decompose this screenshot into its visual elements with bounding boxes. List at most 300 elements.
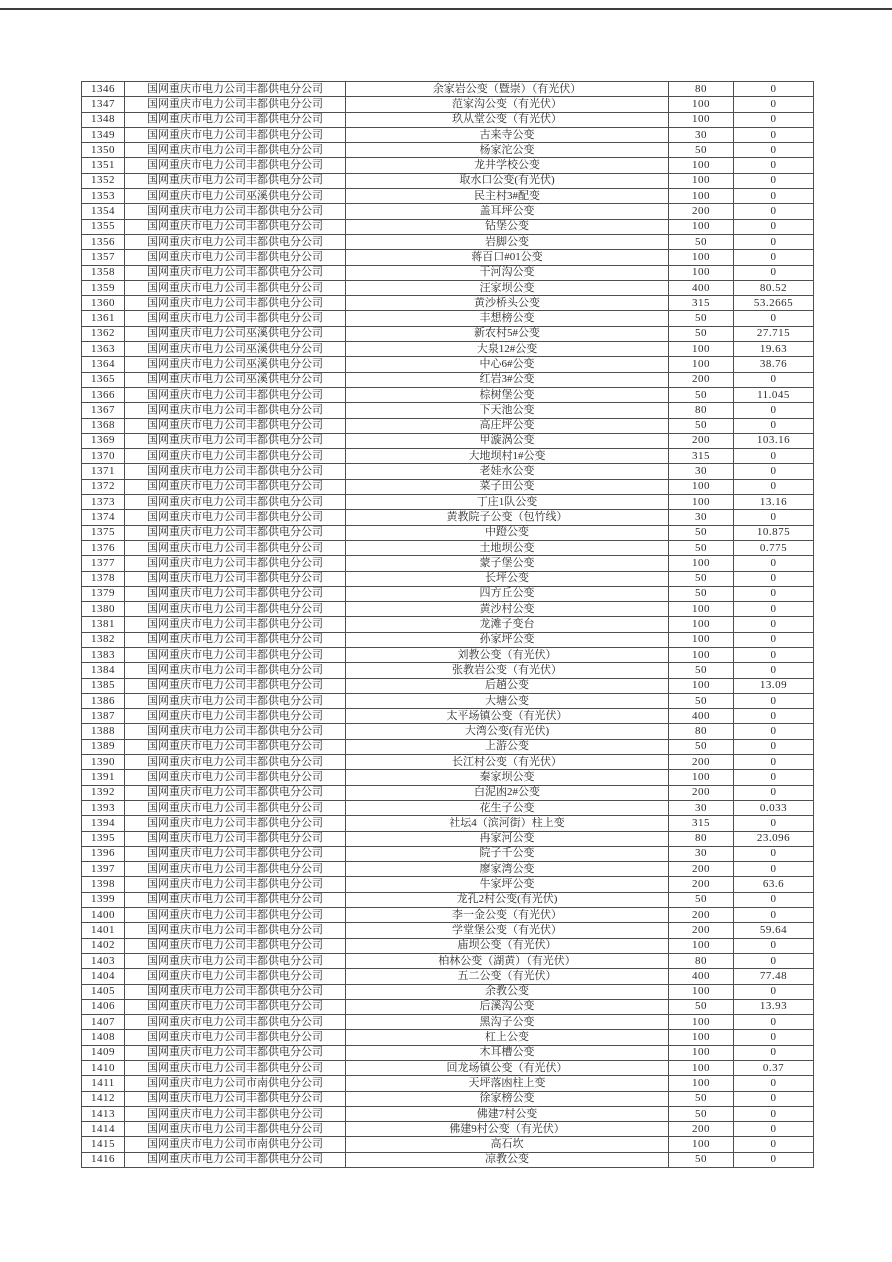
company-cell: 国网重庆市电力公司巫溪供电分公司 — [125, 342, 346, 357]
station-name-cell: 岩脚公变 — [346, 234, 669, 249]
capacity-cell: 100 — [669, 479, 734, 494]
table-row — [82, 755, 814, 770]
station-name-cell: 古来寺公变 — [346, 127, 669, 142]
table-row — [82, 1015, 814, 1030]
capacity-cell: 100 — [669, 265, 734, 280]
table-row — [82, 739, 814, 754]
table-row — [82, 724, 814, 739]
table-row — [82, 127, 814, 142]
capacity-cell: 50 — [669, 234, 734, 249]
capacity-cell: 400 — [669, 280, 734, 295]
capacity-cell: 50 — [669, 326, 734, 341]
row-index-cell: 1393 — [82, 800, 125, 815]
station-name-cell: 院子千公变 — [346, 846, 669, 861]
station-name-cell: 玖从堂公变（有光伏） — [346, 112, 669, 127]
row-index-cell: 1387 — [82, 709, 125, 724]
station-name-cell: 天坪落凼柱上变 — [346, 1076, 669, 1091]
transformer-table — [81, 81, 814, 1168]
table-row — [82, 250, 814, 265]
value-cell: 0 — [734, 724, 814, 739]
station-name-cell: 黄沙村公变 — [346, 602, 669, 617]
capacity-cell: 50 — [669, 571, 734, 586]
row-index-cell: 1410 — [82, 1061, 125, 1076]
company-cell: 国网重庆市电力公司丰都供电分公司 — [125, 571, 346, 586]
station-name-cell: 中蹬公变 — [346, 525, 669, 540]
row-index-cell: 1395 — [82, 831, 125, 846]
table-row — [82, 433, 814, 448]
capacity-cell: 100 — [669, 617, 734, 632]
company-cell: 国网重庆市电力公司巫溪供电分公司 — [125, 357, 346, 372]
table-row — [82, 495, 814, 510]
company-cell: 国网重庆市电力公司丰都供电分公司 — [125, 892, 346, 907]
station-name-cell: 黄沙桥头公变 — [346, 296, 669, 311]
value-cell: 0 — [734, 403, 814, 418]
row-index-cell: 1355 — [82, 219, 125, 234]
value-cell: 0 — [734, 739, 814, 754]
row-index-cell: 1396 — [82, 846, 125, 861]
row-index-cell: 1348 — [82, 112, 125, 127]
page-top-rule — [0, 8, 892, 10]
row-index-cell: 1392 — [82, 785, 125, 800]
capacity-cell: 200 — [669, 862, 734, 877]
capacity-cell: 50 — [669, 663, 734, 678]
table-row — [82, 540, 814, 555]
table-row — [82, 647, 814, 662]
station-name-cell: 高庄坪公变 — [346, 418, 669, 433]
value-cell: 0 — [734, 1045, 814, 1060]
value-cell: 0.37 — [734, 1061, 814, 1076]
table-row — [82, 953, 814, 968]
table-row — [82, 342, 814, 357]
station-name-cell: 大地坝村1#公变 — [346, 449, 669, 464]
row-index-cell: 1389 — [82, 739, 125, 754]
table-row — [82, 234, 814, 249]
table-row — [82, 1076, 814, 1091]
value-cell: 0.033 — [734, 800, 814, 815]
station-name-cell: 木耳槽公变 — [346, 1045, 669, 1060]
value-cell: 0 — [734, 647, 814, 662]
capacity-cell: 80 — [669, 82, 734, 97]
value-cell: 0 — [734, 617, 814, 632]
table-row — [82, 938, 814, 953]
row-index-cell: 1407 — [82, 1015, 125, 1030]
value-cell: 0 — [734, 250, 814, 265]
station-name-cell: 徐家榜公变 — [346, 1091, 669, 1106]
value-cell: 0 — [734, 892, 814, 907]
row-index-cell: 1415 — [82, 1137, 125, 1152]
company-cell: 国网重庆市电力公司丰都供电分公司 — [125, 1061, 346, 1076]
station-name-cell: 丰想榜公变 — [346, 311, 669, 326]
station-name-cell: 后趟公变 — [346, 678, 669, 693]
capacity-cell: 100 — [669, 770, 734, 785]
row-index-cell: 1391 — [82, 770, 125, 785]
station-name-cell: 菜子田公变 — [346, 479, 669, 494]
row-index-cell: 1350 — [82, 143, 125, 158]
table-row — [82, 1152, 814, 1167]
capacity-cell: 200 — [669, 908, 734, 923]
row-index-cell: 1380 — [82, 602, 125, 617]
value-cell: 23.096 — [734, 831, 814, 846]
table-row — [82, 816, 814, 831]
capacity-cell: 315 — [669, 296, 734, 311]
capacity-cell: 100 — [669, 984, 734, 999]
value-cell: 0 — [734, 189, 814, 204]
value-cell: 0 — [734, 1030, 814, 1045]
company-cell: 国网重庆市电力公司丰都供电分公司 — [125, 999, 346, 1014]
table-row — [82, 846, 814, 861]
capacity-cell: 100 — [669, 602, 734, 617]
capacity-cell: 100 — [669, 1030, 734, 1045]
table-row — [82, 617, 814, 632]
station-name-cell: 张教岩公变（有光伏） — [346, 663, 669, 678]
station-name-cell: 杠上公变 — [346, 1030, 669, 1045]
capacity-cell: 50 — [669, 418, 734, 433]
station-name-cell: 刘教公变（有光伏） — [346, 647, 669, 662]
table-row — [82, 265, 814, 280]
company-cell: 国网重庆市电力公司丰都供电分公司 — [125, 280, 346, 295]
capacity-cell: 100 — [669, 1137, 734, 1152]
value-cell: 80.52 — [734, 280, 814, 295]
station-name-cell: 土地坝公变 — [346, 540, 669, 555]
capacity-cell: 100 — [669, 495, 734, 510]
value-cell: 0 — [734, 449, 814, 464]
table-row — [82, 280, 814, 295]
company-cell: 国网重庆市电力公司丰都供电分公司 — [125, 1091, 346, 1106]
capacity-cell: 200 — [669, 785, 734, 800]
table-row — [82, 969, 814, 984]
capacity-cell: 100 — [669, 1045, 734, 1060]
station-name-cell: 柏林公变（湖黄）（有光伏） — [346, 953, 669, 968]
station-name-cell: 盖耳坪公变 — [346, 204, 669, 219]
value-cell: 0 — [734, 311, 814, 326]
row-index-cell: 1383 — [82, 647, 125, 662]
station-name-cell: 白泥凼2#公变 — [346, 785, 669, 800]
table-row — [82, 693, 814, 708]
value-cell: 0 — [734, 82, 814, 97]
station-name-cell: 五二公变（有光伏） — [346, 969, 669, 984]
company-cell: 国网重庆市电力公司丰都供电分公司 — [125, 112, 346, 127]
table-row — [82, 586, 814, 601]
table-row — [82, 97, 814, 112]
station-name-cell: 蒙子堡公变 — [346, 556, 669, 571]
company-cell: 国网重庆市电力公司丰都供电分公司 — [125, 1045, 346, 1060]
company-cell: 国网重庆市电力公司巫溪供电分公司 — [125, 189, 346, 204]
station-name-cell: 上游公变 — [346, 739, 669, 754]
station-name-cell: 社坛4（滨河街）柱上变 — [346, 816, 669, 831]
capacity-cell: 200 — [669, 877, 734, 892]
station-name-cell: 四方丘公变 — [346, 586, 669, 601]
capacity-cell: 100 — [669, 678, 734, 693]
station-name-cell: 凉教公变 — [346, 1152, 669, 1167]
value-cell: 0 — [734, 1137, 814, 1152]
station-name-cell: 甲漩涡公变 — [346, 433, 669, 448]
table-row — [82, 831, 814, 846]
station-name-cell: 杨家沱公变 — [346, 143, 669, 158]
table-row — [82, 999, 814, 1014]
company-cell: 国网重庆市电力公司丰都供电分公司 — [125, 556, 346, 571]
row-index-cell: 1375 — [82, 525, 125, 540]
table-row — [82, 556, 814, 571]
value-cell: 0 — [734, 602, 814, 617]
row-index-cell: 1379 — [82, 586, 125, 601]
value-cell: 0 — [734, 908, 814, 923]
station-name-cell: 龙滩子变台 — [346, 617, 669, 632]
row-index-cell: 1370 — [82, 449, 125, 464]
table-row — [82, 908, 814, 923]
value-cell: 0 — [734, 173, 814, 188]
station-name-cell: 牛家坪公变 — [346, 877, 669, 892]
row-index-cell: 1356 — [82, 234, 125, 249]
value-cell: 103.16 — [734, 433, 814, 448]
table-row — [82, 204, 814, 219]
capacity-cell: 50 — [669, 1106, 734, 1121]
row-index-cell: 1390 — [82, 755, 125, 770]
value-cell: 0 — [734, 586, 814, 601]
row-index-cell: 1382 — [82, 632, 125, 647]
capacity-cell: 80 — [669, 831, 734, 846]
value-cell: 0 — [734, 1076, 814, 1091]
table-row — [82, 296, 814, 311]
capacity-cell: 50 — [669, 999, 734, 1014]
company-cell: 国网重庆市电力公司丰都供电分公司 — [125, 602, 346, 617]
row-index-cell: 1346 — [82, 82, 125, 97]
row-index-cell: 1406 — [82, 999, 125, 1014]
row-index-cell: 1351 — [82, 158, 125, 173]
table-row — [82, 1122, 814, 1137]
value-cell: 0 — [734, 862, 814, 877]
value-cell: 0 — [734, 372, 814, 387]
station-name-cell: 龙孔2村公变(有光伏) — [346, 892, 669, 907]
table-row — [82, 112, 814, 127]
value-cell: 0 — [734, 1152, 814, 1167]
capacity-cell: 50 — [669, 143, 734, 158]
row-index-cell: 1372 — [82, 479, 125, 494]
station-name-cell: 丁庄1队公变 — [346, 495, 669, 510]
company-cell: 国网重庆市电力公司丰都供电分公司 — [125, 938, 346, 953]
transformer-table-body — [82, 82, 814, 1168]
row-index-cell: 1413 — [82, 1106, 125, 1121]
capacity-cell: 100 — [669, 219, 734, 234]
capacity-cell: 100 — [669, 112, 734, 127]
row-index-cell: 1347 — [82, 97, 125, 112]
row-index-cell: 1402 — [82, 938, 125, 953]
company-cell: 国网重庆市电力公司丰都供电分公司 — [125, 158, 346, 173]
capacity-cell: 315 — [669, 449, 734, 464]
company-cell: 国网重庆市电力公司丰都供电分公司 — [125, 908, 346, 923]
table-row — [82, 571, 814, 586]
station-name-cell: 学堂堡公变（有光伏） — [346, 923, 669, 938]
value-cell: 0 — [734, 479, 814, 494]
row-index-cell: 1416 — [82, 1152, 125, 1167]
value-cell: 0 — [734, 693, 814, 708]
table-row — [82, 510, 814, 525]
row-index-cell: 1371 — [82, 464, 125, 479]
company-cell: 国网重庆市电力公司市南供电分公司 — [125, 1137, 346, 1152]
company-cell: 国网重庆市电力公司丰都供电分公司 — [125, 173, 346, 188]
company-cell: 国网重庆市电力公司丰都供电分公司 — [125, 540, 346, 555]
capacity-cell: 400 — [669, 709, 734, 724]
row-index-cell: 1414 — [82, 1122, 125, 1137]
value-cell: 0 — [734, 143, 814, 158]
station-name-cell: 佛建7村公变 — [346, 1106, 669, 1121]
row-index-cell: 1358 — [82, 265, 125, 280]
table-row — [82, 770, 814, 785]
value-cell: 10.875 — [734, 525, 814, 540]
station-name-cell: 钻堡公变 — [346, 219, 669, 234]
company-cell: 国网重庆市电力公司丰都供电分公司 — [125, 953, 346, 968]
station-name-cell: 大塘公变 — [346, 693, 669, 708]
company-cell: 国网重庆市电力公司丰都供电分公司 — [125, 1030, 346, 1045]
capacity-cell: 100 — [669, 173, 734, 188]
capacity-cell: 200 — [669, 923, 734, 938]
value-cell: 19.63 — [734, 342, 814, 357]
table-row — [82, 403, 814, 418]
capacity-cell: 50 — [669, 1152, 734, 1167]
station-name-cell: 余教公变 — [346, 984, 669, 999]
capacity-cell: 100 — [669, 189, 734, 204]
company-cell: 国网重庆市电力公司丰都供电分公司 — [125, 82, 346, 97]
station-name-cell: 庙坝公变（有光伏） — [346, 938, 669, 953]
row-index-cell: 1405 — [82, 984, 125, 999]
company-cell: 国网重庆市电力公司丰都供电分公司 — [125, 709, 346, 724]
capacity-cell: 30 — [669, 127, 734, 142]
row-index-cell: 1388 — [82, 724, 125, 739]
row-index-cell: 1384 — [82, 663, 125, 678]
value-cell: 0 — [734, 984, 814, 999]
row-index-cell: 1386 — [82, 693, 125, 708]
row-index-cell: 1364 — [82, 357, 125, 372]
capacity-cell: 100 — [669, 342, 734, 357]
company-cell: 国网重庆市电力公司丰都供电分公司 — [125, 785, 346, 800]
station-name-cell: 汪家坝公变 — [346, 280, 669, 295]
table-row — [82, 311, 814, 326]
value-cell: 0 — [734, 709, 814, 724]
table-row — [82, 464, 814, 479]
company-cell: 国网重庆市电力公司丰都供电分公司 — [125, 495, 346, 510]
company-cell: 国网重庆市电力公司丰都供电分公司 — [125, 693, 346, 708]
station-name-cell: 后溪沟公变 — [346, 999, 669, 1014]
station-name-cell: 老娃水公变 — [346, 464, 669, 479]
station-name-cell: 下天池公变 — [346, 403, 669, 418]
value-cell: 38.76 — [734, 357, 814, 372]
value-cell: 13.93 — [734, 999, 814, 1014]
capacity-cell: 100 — [669, 158, 734, 173]
company-cell: 国网重庆市电力公司丰都供电分公司 — [125, 831, 346, 846]
station-name-cell: 花生子公变 — [346, 800, 669, 815]
company-cell: 国网重庆市电力公司丰都供电分公司 — [125, 403, 346, 418]
company-cell: 国网重庆市电力公司丰都供电分公司 — [125, 724, 346, 739]
row-index-cell: 1409 — [82, 1045, 125, 1060]
capacity-cell: 200 — [669, 204, 734, 219]
station-name-cell: 黄教院子公变（包竹线） — [346, 510, 669, 525]
company-cell: 国网重庆市电力公司丰都供电分公司 — [125, 816, 346, 831]
table-row — [82, 357, 814, 372]
station-name-cell: 回龙场镇公变（有光伏） — [346, 1061, 669, 1076]
value-cell: 0.775 — [734, 540, 814, 555]
value-cell: 11.045 — [734, 387, 814, 402]
station-name-cell: 龙井学校公变 — [346, 158, 669, 173]
value-cell: 53.2665 — [734, 296, 814, 311]
value-cell: 0 — [734, 571, 814, 586]
value-cell: 0 — [734, 1106, 814, 1121]
row-index-cell: 1374 — [82, 510, 125, 525]
table-row — [82, 663, 814, 678]
company-cell: 国网重庆市电力公司丰都供电分公司 — [125, 800, 346, 815]
table-row — [82, 387, 814, 402]
station-name-cell: 孙家坪公变 — [346, 632, 669, 647]
company-cell: 国网重庆市电力公司丰都供电分公司 — [125, 862, 346, 877]
table-row — [82, 1030, 814, 1045]
row-index-cell: 1403 — [82, 953, 125, 968]
row-index-cell: 1367 — [82, 403, 125, 418]
company-cell: 国网重庆市电力公司丰都供电分公司 — [125, 632, 346, 647]
company-cell: 国网重庆市电力公司丰都供电分公司 — [125, 739, 346, 754]
value-cell: 0 — [734, 816, 814, 831]
company-cell: 国网重庆市电力公司丰都供电分公司 — [125, 647, 346, 662]
table-row — [82, 678, 814, 693]
table-row — [82, 1045, 814, 1060]
company-cell: 国网重庆市电力公司丰都供电分公司 — [125, 204, 346, 219]
table-row — [82, 984, 814, 999]
table-row — [82, 1061, 814, 1076]
company-cell: 国网重庆市电力公司丰都供电分公司 — [125, 1152, 346, 1167]
row-index-cell: 1363 — [82, 342, 125, 357]
table-row — [82, 923, 814, 938]
station-name-cell: 新农村5#公变 — [346, 326, 669, 341]
company-cell: 国网重庆市电力公司丰都供电分公司 — [125, 678, 346, 693]
capacity-cell: 80 — [669, 403, 734, 418]
company-cell: 国网重庆市电力公司丰都供电分公司 — [125, 923, 346, 938]
table-row — [82, 709, 814, 724]
row-index-cell: 1397 — [82, 862, 125, 877]
table-row — [82, 479, 814, 494]
station-name-cell: 范家沟公变（有光伏） — [346, 97, 669, 112]
row-index-cell: 1401 — [82, 923, 125, 938]
capacity-cell: 100 — [669, 647, 734, 662]
row-index-cell: 1411 — [82, 1076, 125, 1091]
row-index-cell: 1357 — [82, 250, 125, 265]
value-cell: 0 — [734, 219, 814, 234]
station-name-cell: 棕树堡公变 — [346, 387, 669, 402]
row-index-cell: 1366 — [82, 387, 125, 402]
value-cell: 0 — [734, 265, 814, 280]
capacity-cell: 100 — [669, 97, 734, 112]
row-index-cell: 1361 — [82, 311, 125, 326]
value-cell: 0 — [734, 846, 814, 861]
table-row — [82, 862, 814, 877]
row-index-cell: 1349 — [82, 127, 125, 142]
table-row — [82, 800, 814, 815]
capacity-cell: 50 — [669, 387, 734, 402]
company-cell: 国网重庆市电力公司丰都供电分公司 — [125, 97, 346, 112]
value-cell: 0 — [734, 204, 814, 219]
row-index-cell: 1377 — [82, 556, 125, 571]
capacity-cell: 315 — [669, 816, 734, 831]
capacity-cell: 50 — [669, 693, 734, 708]
station-name-cell: 黑沟子公变 — [346, 1015, 669, 1030]
station-name-cell: 长坪公变 — [346, 571, 669, 586]
capacity-cell: 50 — [669, 311, 734, 326]
row-index-cell: 1381 — [82, 617, 125, 632]
row-index-cell: 1354 — [82, 204, 125, 219]
value-cell: 0 — [734, 464, 814, 479]
table-row — [82, 143, 814, 158]
row-index-cell: 1408 — [82, 1030, 125, 1045]
company-cell: 国网重庆市电力公司丰都供电分公司 — [125, 143, 346, 158]
value-cell: 0 — [734, 127, 814, 142]
value-cell: 0 — [734, 510, 814, 525]
capacity-cell: 200 — [669, 372, 734, 387]
